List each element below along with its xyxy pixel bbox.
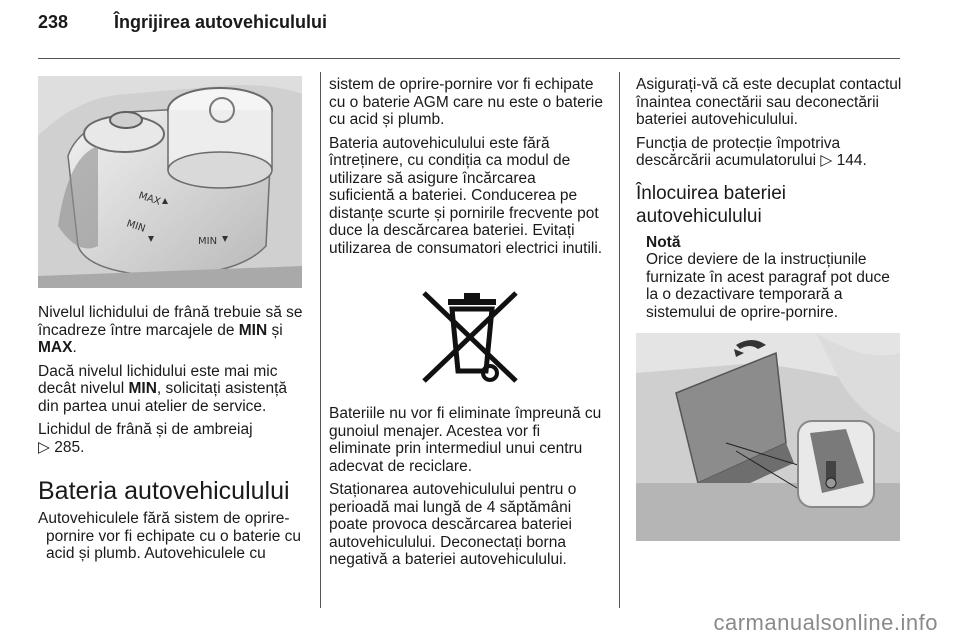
text: Funcția de protecție împotriva descărcării acumulatorului	[636, 134, 841, 169]
triangle-arrow-icon: ▷	[38, 438, 50, 456]
text: Nivelul lichidului de frână trebuie să se încadreze între marcajele de	[38, 304, 303, 339]
text: , solicitați asistență din partea unui atelier de service.	[38, 380, 287, 415]
page-header	[38, 12, 327, 33]
reservoir-max-mark: MAX	[137, 190, 162, 208]
brake-fluid-reservoir-image	[38, 76, 302, 288]
page-number: 238	[38, 12, 69, 32]
paragraph: Bateria autovehiculului este fără întreținere, cu condiția ca modul de utilizare să asigure încărcarea suficientă a bateriei. Conducerea pe distanțe scurte și pornirile frecvente pot duce la descărcarea bateriei. Evitați utilizarea de consumatori electrici inutili.	[329, 134, 603, 257]
header-rule	[38, 58, 900, 59]
section-heading: Înlocuirea bateriei autovehiculului	[636, 182, 786, 227]
text: .	[72, 339, 77, 356]
paragraph	[38, 363, 304, 416]
battery-cover-image	[636, 333, 900, 541]
reservoir-min-mark-left: MIN	[125, 218, 147, 235]
paragraph	[38, 421, 304, 456]
paragraph	[38, 304, 304, 357]
column-divider	[320, 72, 321, 608]
note-title: Notă	[646, 233, 681, 251]
page-reference-link[interactable]: 144.	[836, 152, 867, 169]
min-keyword: MIN	[238, 321, 268, 339]
text: Lichidul de frână și de ambreiaj	[38, 421, 253, 438]
paragraph: Staționarea autovehiculului pentru o perioadă mai lungă de 4 săptămâni poate provoca descărcarea bateriei autovehiculului. Deconectați borna negativă a bateriei autovehiculului.	[329, 481, 577, 568]
column-left	[38, 304, 304, 569]
paragraph	[636, 135, 904, 170]
text: Dacă nivelul lichidului este mai mic decât nivelul	[38, 362, 278, 397]
column-right	[636, 76, 904, 321]
reservoir-min-mark-right: MIN	[198, 236, 218, 247]
paragraph: Bateriile nu vor fi eliminate împreună cu gunoiul menajer. Acestea vor fi eliminate prin intermediul unui centru adecvat de reciclare.	[329, 405, 602, 475]
column-divider	[619, 72, 620, 608]
paragraph: sistem de oprire-pornire vor fi echipate cu o baterie AGM care nu este o baterie cu acid și plumb.	[329, 76, 603, 128]
note-box	[636, 234, 904, 322]
text: și	[267, 321, 283, 339]
crossed-bin-icon	[418, 287, 522, 387]
min-keyword: MIN	[128, 380, 157, 397]
triangle-arrow-icon: ▷	[820, 152, 833, 169]
max-keyword: MAX	[38, 339, 73, 356]
paragraph: Asigurați-vă că este decuplat contactul înaintea conectării sau deconectării bateriei autovehiculului.	[636, 76, 902, 128]
note-text: Orice deviere de la instrucțiunile furnizate în acest paragraf pot duce la o dezactivare temporară a sistemului de oprire-pornire.	[646, 251, 890, 321]
column-middle-lower	[329, 405, 605, 575]
page-reference-link[interactable]: 285.	[54, 438, 85, 456]
column-middle	[329, 76, 605, 263]
section-heading: Bateria autovehiculului	[38, 477, 290, 505]
site-watermark: carmanualsonline.info	[713, 610, 938, 635]
paragraph: Autovehiculele fără sistem de oprire-pornire vor fi echipate cu o baterie cu acid și plumb. Autovehiculele cu	[38, 510, 302, 562]
chapter-title: Îngrijirea autovehiculului	[114, 12, 328, 32]
